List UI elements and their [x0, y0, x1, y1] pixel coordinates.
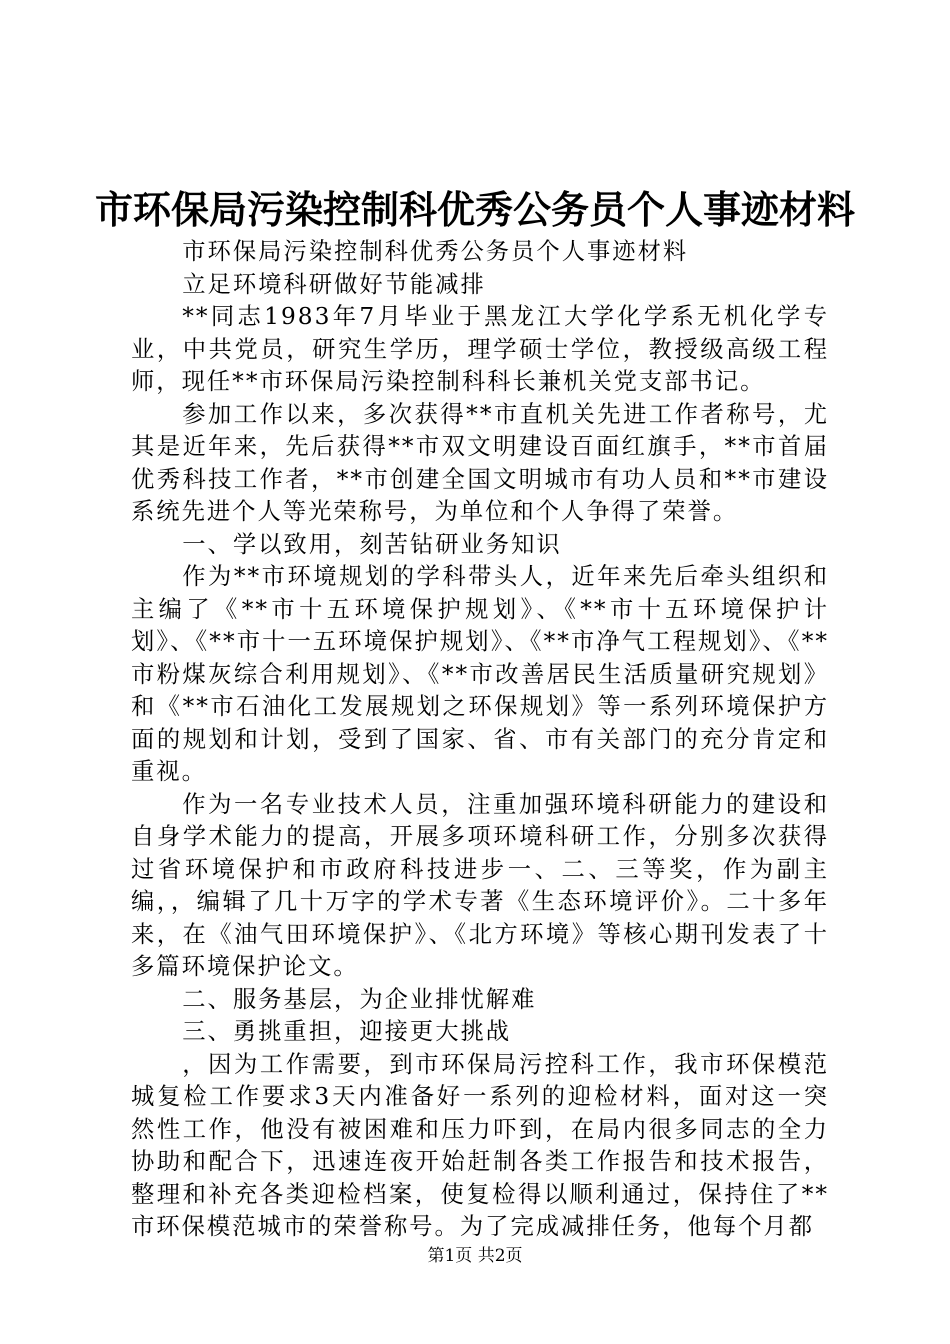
- section-heading-2: 二、服务基层，为企业排忧解难: [182, 985, 537, 1013]
- document-title: 市环保局污染控制科优秀公务员个人事迹材料: [94, 187, 855, 232]
- paragraph-research: 作为一名专业技术人员，注重加强环境科研能力的建设和自身学术能力的提高，开展多项环境科研工作，分别多次获得过省环境保护和市政府科技进步一、二、三等奖，作为副主编，，编辑了几十万字的学术专著《生态环境评价》。二十多年来，在《油气田环境保护》、《北方环境》等核心期刊发表了十多篇环境保护论文。: [131, 790, 829, 980]
- document-body: [131, 236, 829, 1244]
- paragraph-planning: 作为**市环境规划的学科带头人，近年来先后牵头组织和主编了《**市十五环境保护规划》、《**市十五环境保护计划》、《**市十一五环境保护规划》、《**市净气工程规划》、《**市粉煤灰综合利用规划》、《**市改善居民生活质量研究规划》和《**市石油化工发展规划之环保规划》等一系列环境保护方面的规划和计划，受到了国家、省、市有关部门的充分肯定和重视。: [131, 563, 829, 785]
- page-footer: 第1页 共2页: [427, 1246, 523, 1266]
- paragraph-honors: 参加工作以来，多次获得**市直机关先进工作者称号，尤其是近年来，先后获得**市双文明建设百面红旗手，**市首届优秀科技工作者，**市创建全国文明城市有功人员和**市建设系统先进个人等光荣称号，为单位和个人争得了荣誉。: [131, 400, 829, 525]
- paragraph-challenge: ，因为工作需要，到市环保局污控科工作，我市环保模范城复检工作要求3天内准备好一系列的迎检材料，面对这一突然性工作，他没有被困难和压力吓到，在局内很多同志的全力协助和配合下，迅速连夜开始赶制各类工作报告和技术报告，整理和补充各类迎检档案，使复检得以顺利通过，保持住了**市环保模范城市的荣誉称号。为了完成减排任务，他每个月都: [131, 1050, 829, 1240]
- section-heading-3: 三、勇挑重担，迎接更大挑战: [182, 1018, 512, 1045]
- paragraph-subtitle: 市环保局污染控制科优秀公务员个人事迹材料: [182, 238, 689, 265]
- section-heading-1: 一、学以致用，刻苦钻研业务知识: [182, 530, 562, 558]
- paragraph-intro: **同志1983年7月毕业于黑龙江大学化学系无机化学专业，中共党员，研究生学历，理学硕士学位，教授级高级工程师，现任**市环保局污染控制科科长兼机关党支部书记。: [131, 303, 829, 395]
- paragraph-theme: 立足环境科研做好节能减排: [182, 270, 486, 298]
